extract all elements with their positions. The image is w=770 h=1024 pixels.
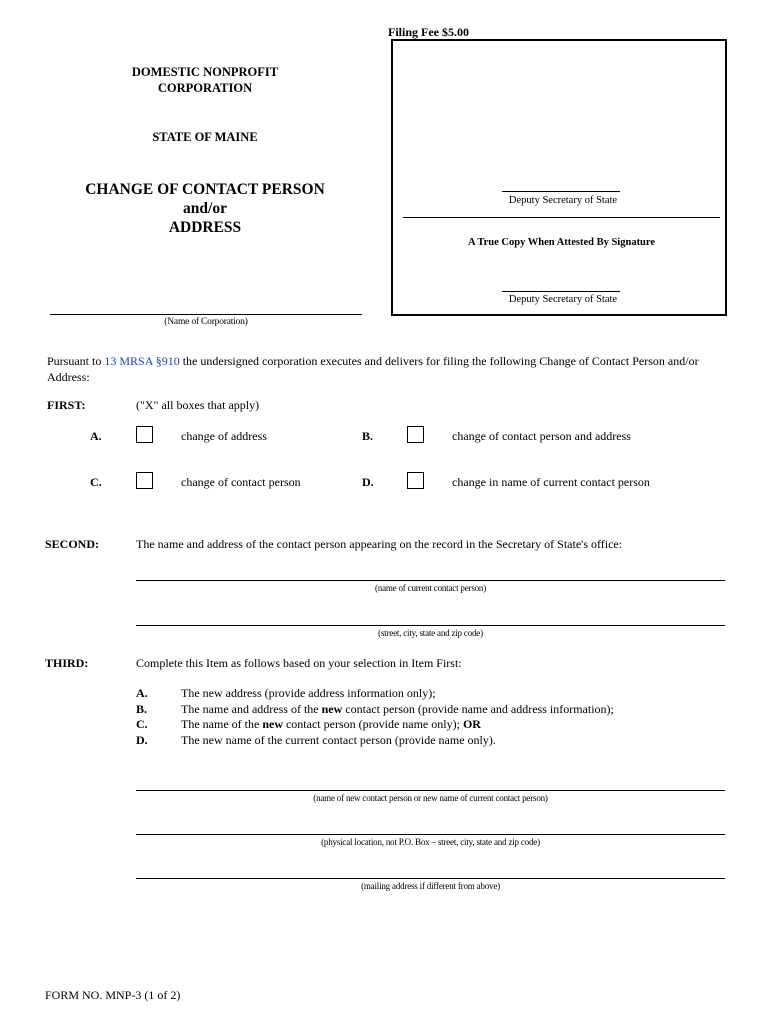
deputy-caption-1: Deputy Secretary of State — [508, 195, 618, 206]
true-copy-text: A True Copy When Attested By Signature — [467, 237, 656, 248]
option-b-text: change of contact person and address — [452, 429, 631, 443]
option-c-text: change of contact person — [181, 475, 301, 489]
stamp-divider — [403, 217, 720, 218]
new-contact-name-caption: (name of new contact person or new name of current contact person) — [313, 793, 548, 803]
corp-name-caption: (Name of Corporation) — [164, 317, 248, 327]
current-contact-address-field[interactable] — [136, 625, 725, 626]
current-contact-name-field[interactable] — [136, 580, 725, 581]
option-d-checkbox[interactable] — [407, 472, 424, 489]
option-b-letter: B. — [362, 429, 374, 443]
title-line1: CHANGE OF CONTACT PERSON — [85, 181, 325, 198]
third-item-b-text-post: contact person (provide name and address information); — [342, 701, 614, 716]
title-line3: ADDRESS — [168, 219, 242, 236]
org-type-line1: DOMESTIC NONPROFIT — [131, 65, 279, 79]
intro-suffix: the undersigned corporation executes and delivers for filing the following Change of Contact Person and/or Address: — [47, 354, 699, 384]
statute-link[interactable]: 13 MRSA §910 — [104, 354, 180, 368]
third-item-c-or: OR — [462, 717, 481, 731]
third-item-c-text-post: contact person (provide name only); — [282, 717, 463, 731]
mailing-address-field[interactable] — [136, 878, 725, 879]
new-contact-name-field[interactable] — [136, 790, 725, 791]
third-item-a-letter: A. — [136, 686, 148, 700]
option-c-letter: C. — [90, 475, 102, 489]
third-item-b-text-pre: The name and address of the — [181, 701, 322, 716]
third-item-c-letter: C. — [136, 717, 148, 731]
physical-location-caption: (physical location, not P.O. Box – street, city, state and zip code) — [321, 837, 540, 847]
current-contact-address-caption: (street, city, state and zip code) — [378, 628, 483, 638]
state-name: STATE OF MAINE — [152, 130, 258, 144]
third-item-d-text: The new name of the current contact person (provide name only). — [181, 732, 496, 747]
third-item-d — [136, 733, 614, 749]
option-a-text: change of address — [181, 429, 267, 443]
filing-fee: Filing Fee $5.00 — [388, 25, 469, 39]
option-a-checkbox[interactable] — [136, 426, 153, 443]
title-line2: and/or — [183, 200, 227, 217]
first-label: FIRST: — [47, 398, 86, 412]
mailing-address-caption: (mailing address if different from above) — [361, 881, 500, 891]
third-item-c — [136, 717, 614, 733]
org-type-line2: CORPORATION — [157, 81, 253, 95]
intro-prefix: Pursuant to — [47, 354, 105, 368]
third-options-list — [136, 686, 614, 748]
third-item-a — [136, 686, 614, 702]
filing-stamp-box — [391, 39, 727, 316]
option-c-checkbox[interactable] — [136, 472, 153, 489]
form-title — [50, 180, 360, 237]
third-item-d-letter: D. — [136, 732, 148, 747]
second-label: SECOND: — [45, 537, 100, 551]
deputy-signature-line-1 — [502, 191, 620, 192]
third-item-c-text-pre: The name of the — [181, 717, 263, 731]
option-b-checkbox[interactable] — [407, 426, 424, 443]
corp-name-field[interactable] — [50, 314, 362, 315]
third-item-b-bold: new — [321, 701, 343, 716]
form-number: FORM NO. MNP-3 (1 of 2) — [45, 988, 181, 1002]
third-text: Complete this Item as follows based on your selection in Item First: — [136, 656, 462, 670]
third-item-b — [136, 702, 614, 718]
third-item-c-bold: new — [262, 717, 283, 731]
first-instruction: ("X" all boxes that apply) — [136, 398, 260, 412]
physical-location-field[interactable] — [136, 834, 725, 835]
option-d-letter: D. — [362, 475, 374, 489]
deputy-caption-2: Deputy Secretary of State — [508, 294, 618, 305]
second-text: The name and address of the contact person appearing on the record in the Secretary of State's office: — [136, 537, 623, 551]
third-label: THIRD: — [45, 656, 89, 670]
option-d-text: change in name of current contact person — [452, 475, 650, 489]
deputy-signature-line-2 — [502, 291, 620, 292]
org-type — [90, 64, 320, 96]
intro-paragraph — [47, 353, 732, 385]
option-a-letter: A. — [90, 429, 102, 443]
third-item-a-text: The new address (provide address information only); — [181, 686, 436, 700]
current-contact-name-caption: (name of current contact person) — [374, 583, 487, 593]
third-item-b-letter: B. — [136, 701, 148, 716]
